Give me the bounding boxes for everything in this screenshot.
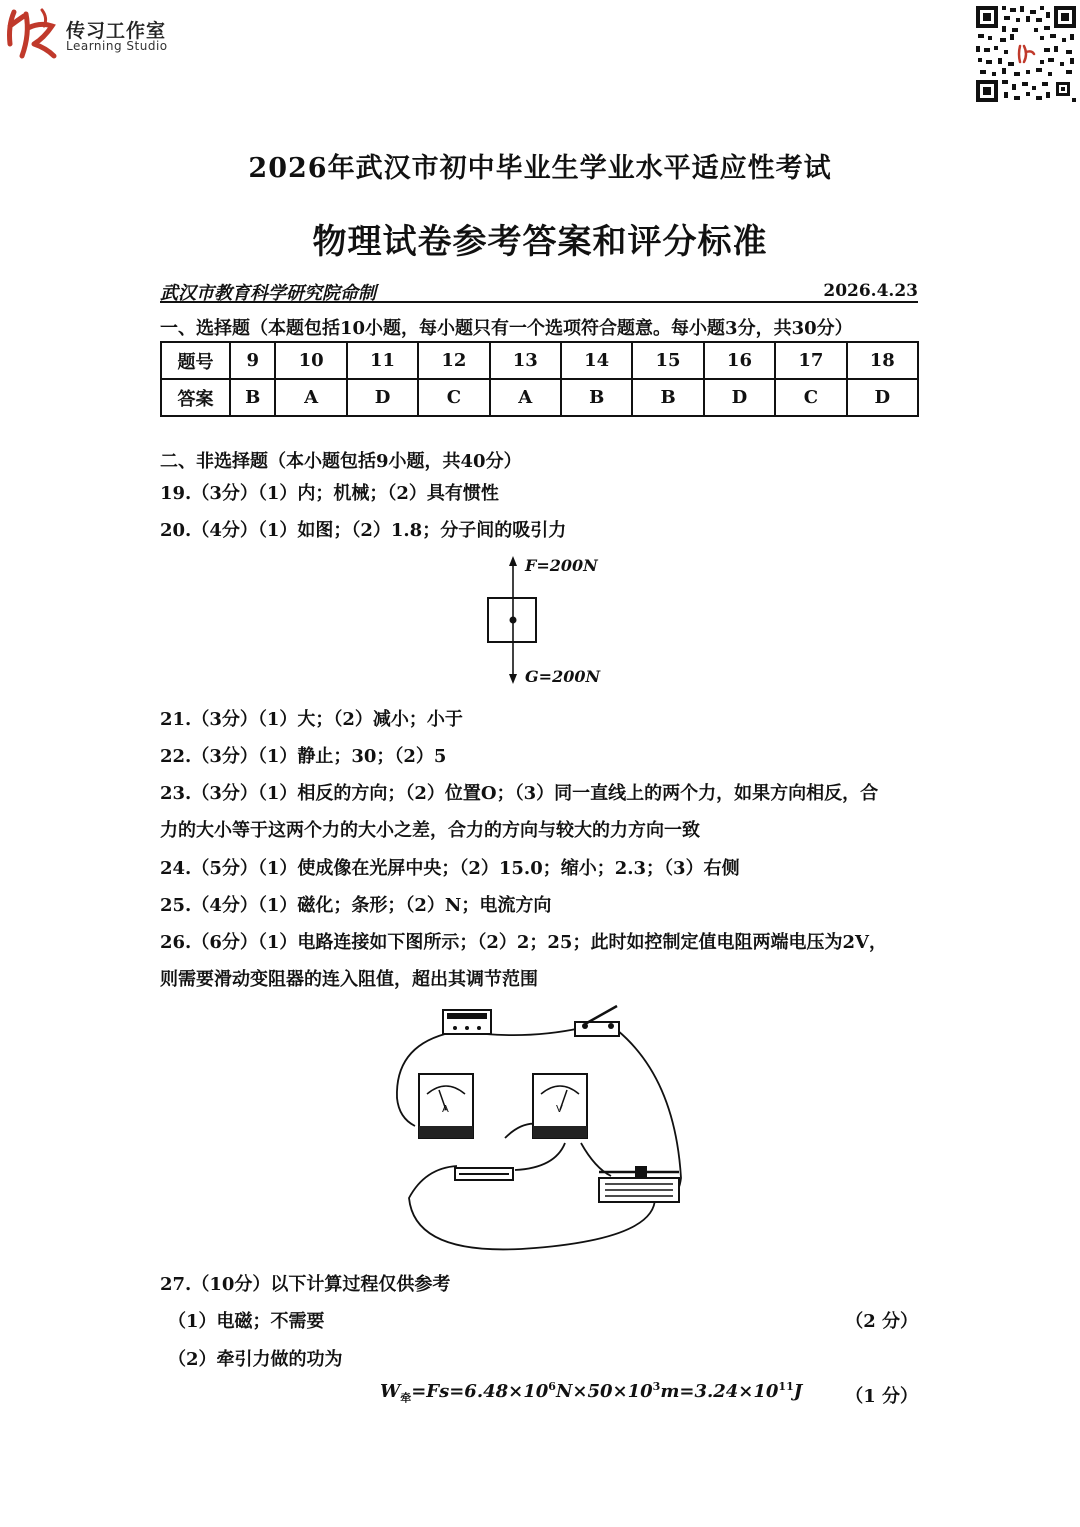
formula-symbol: W	[380, 1381, 401, 1402]
answer-q23: 23.（3分）（1）相反的方向；（2）位置O；（3）同一直线上的两个力，如果方向相反，合	[160, 783, 879, 804]
score-q27-part2: （1 分）	[845, 1386, 918, 1407]
answer-q21: 21.（3分）（1）大；（2）减小；小于	[160, 709, 463, 730]
header-rule	[160, 301, 918, 303]
answer-cell: A	[490, 379, 561, 416]
answer-table	[160, 341, 919, 417]
formula-subscript: 牵	[400, 1391, 412, 1405]
answer-cell: C	[775, 379, 846, 416]
svg-text:V: V	[556, 1104, 563, 1115]
answer-cell: B	[561, 379, 632, 416]
formula-exponent: 11	[778, 1380, 794, 1393]
exam-title: 2026年武汉市初中毕业生学业水平适应性考试	[248, 153, 832, 184]
studio-logo-icon	[4, 4, 60, 64]
voltmeter-icon	[533, 1074, 587, 1138]
section2-heading: 二、非选择题（本小题包括9小题，共40分）	[160, 451, 522, 472]
question-number: 15	[632, 342, 703, 379]
question-number: 13	[490, 342, 561, 379]
answer-q25: 25.（4分）（1）磁化；条形；（2）N；电流方向	[160, 895, 552, 916]
ammeter-icon	[419, 1074, 473, 1138]
formula-unit: J	[793, 1381, 803, 1402]
svg-text:A: A	[442, 1104, 449, 1115]
row-label-question: 题号	[161, 342, 230, 379]
formula-part: =Fs=6.48×10	[411, 1381, 549, 1402]
table-row-questions	[161, 342, 918, 379]
qr-code-icon	[974, 4, 1078, 104]
work-formula	[380, 1380, 802, 1406]
resistor-icon	[455, 1168, 513, 1180]
force-down-label: G=200N	[525, 667, 601, 686]
answer-q26: 26.（6分）（1）电路连接如下图所示；（2）2；25；此时如控制定值电阻两端电压为2V，	[160, 932, 887, 953]
answer-q27-part1: （1）电磁；不需要	[168, 1311, 325, 1332]
issuer: 武汉市教育科学研究院命制	[160, 283, 376, 304]
score-q27-part1: （2 分）	[845, 1311, 918, 1332]
answer-q27-part2: （2）牵引力做的功为	[168, 1349, 343, 1370]
formula-exponent: 3	[652, 1380, 661, 1393]
power-supply-icon	[443, 1010, 491, 1034]
studio-name: 传习工作室	[66, 20, 167, 42]
answer-cell: C	[418, 379, 489, 416]
answer-cell: D	[704, 379, 775, 416]
answer-cell: A	[275, 379, 346, 416]
question-number: 11	[347, 342, 418, 379]
force-up-label: F=200N	[525, 556, 598, 575]
answer-q26-cont: 则需要滑动变阻器的连入阻值，超出其调节范围	[160, 969, 538, 990]
question-number: 14	[561, 342, 632, 379]
answer-cell: B	[632, 379, 703, 416]
answer-q19: 19.（3分）（1）内；机械；（2）具有惯性	[160, 483, 499, 504]
answer-key-title: 物理试卷参考答案和评分标准	[312, 222, 768, 262]
question-number: 10	[275, 342, 346, 379]
answer-cell: D	[847, 379, 918, 416]
question-number: 12	[418, 342, 489, 379]
table-row-answers	[161, 379, 918, 416]
formula-exponent: 6	[548, 1380, 556, 1393]
answer-cell: B	[230, 379, 275, 416]
rheostat-icon	[599, 1166, 679, 1202]
question-number: 17	[775, 342, 846, 379]
issue-date: 2026.4.23	[823, 281, 918, 301]
row-label-answer: 答案	[161, 379, 230, 416]
answer-q22: 22.（3分）（1）静止；30；（2）5	[160, 746, 447, 767]
answer-q24: 24.（5分）（1）使成像在光屏中央；（2）15.0；缩小；2.3；（3）右侧	[160, 858, 740, 879]
circuit-diagram	[385, 998, 695, 1254]
switch-icon	[575, 1006, 619, 1036]
question-number: 9	[230, 342, 275, 379]
formula-part: m=3.24×10	[660, 1381, 779, 1402]
answer-cell: D	[347, 379, 418, 416]
studio-name-en: Learning Studio	[66, 39, 168, 53]
question-number: 18	[847, 342, 918, 379]
answer-q20: 20.（4分）（1）如图；（2）1.8；分子间的吸引力	[160, 520, 567, 541]
formula-part: N×50×10	[555, 1381, 653, 1402]
section1-heading: 一、选择题（本题包括10小题，每小题只有一个选项符合题意。每小题3分，共30分）	[160, 318, 853, 339]
answer-q23-cont: 力的大小等于这两个力的大小之差，合力的方向与较大的力方向一致	[160, 820, 700, 841]
answer-q27: 27.（10分）以下计算过程仅供参考	[160, 1274, 451, 1295]
question-number: 16	[704, 342, 775, 379]
